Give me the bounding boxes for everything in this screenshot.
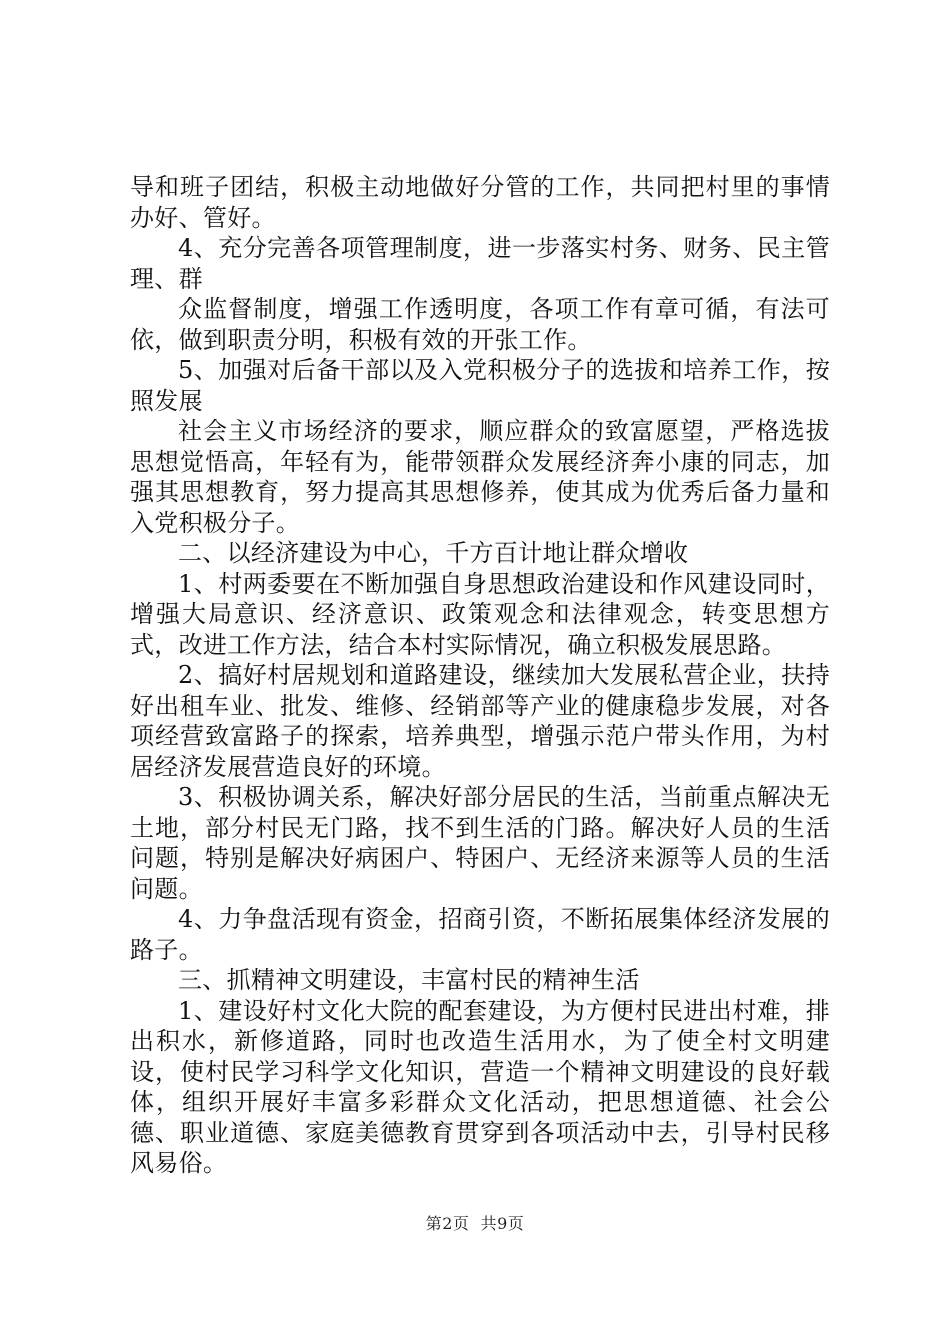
paragraph-9: 3、积极协调关系，解决好部分居民的生活，当前重点解决无土地，部分村民无门路，找不到生活的门路。解决好人员的生活问题，特别是解决好病困户、特困户、无经济来源等人员的生活问题。: [130, 783, 830, 903]
paragraph-12: 1、建设好村文化大院的配套建设，为方便村民进出村难，排出积水，新修道路，同时也改造生活用水，为了使全村文明建设，使村民学习科学文化知识，营造一个精神文明建设的良好载体，组织开展好丰富多彩群众文化活动，把思想道德、社会公德、职业道德、家庭美德教育贯穿到各项活动中去，引导村民移风易俗。: [130, 996, 830, 1177]
paragraph-4: 5、加强对后备干部以及入党积极分子的选拔和培养工作，按照发展: [130, 356, 830, 415]
section-heading-3: 三、抓精神文明建设，丰富村民的精神生活: [178, 966, 640, 994]
paragraph-2: 4、充分完善各项管理制度，进一步落实村务、财务、民主管理、群: [130, 234, 830, 293]
document-body: [130, 172, 830, 1179]
paragraph-10: 4、力争盘活现有资金，招商引资，不断拓展集体经济发展的路子。: [130, 905, 830, 964]
paragraph-5: 社会主义市场经济的要求，顺应群众的致富愿望，严格选拔思想觉悟高，年轻有为，能带领群众发展经济奔小康的同志，加强其思想教育，努力提高其思想修养，使其成为优秀后备力量和入党积极分子。: [130, 417, 830, 537]
paragraph-8: 2、搞好村居规划和道路建设，继续加大发展私营企业，扶持好出租车业、批发、维修、经销部等产业的健康稳步发展，对各项经营致富路子的探索，培养典型，增强示范户带头作用，为村居经济发展营造良好的环境。: [130, 661, 830, 781]
page-number-footer: 第2页 共9页: [425, 1214, 525, 1233]
paragraph-1: 导和班子团结，积极主动地做好分管的工作，共同把村里的事情办好、管好。: [130, 173, 830, 232]
section-heading-2: 二、以经济建设为中心，千方百计地让群众增收: [178, 539, 689, 567]
paragraph-7: 1、村两委要在不断加强自身思想政治建设和作风建设同时，增强大局意识、经济意识、政策观念和法律观念，转变思想方式，改进工作方法，结合本村实际情况，确立积极发展思路。: [130, 569, 830, 659]
paragraph-3: 众监督制度，增强工作透明度，各项工作有章可循，有法可依，做到职责分明，积极有效的开张工作。: [130, 295, 830, 354]
